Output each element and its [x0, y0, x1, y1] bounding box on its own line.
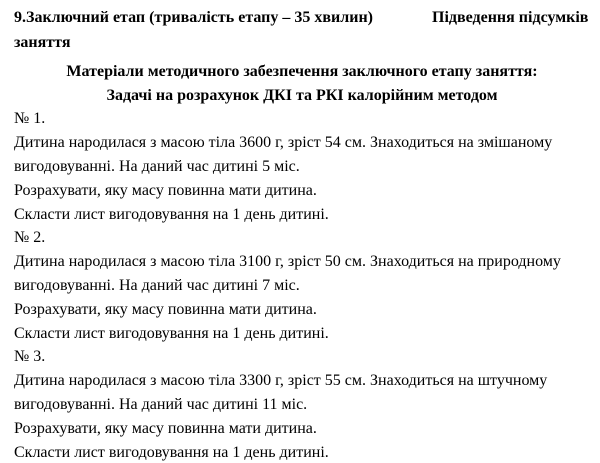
section-heading-continuation: заняття [14, 34, 71, 51]
task-text-line: Дитина народилася з масою тіла 3300 г, зріст 55 см. Знаходиться на штучному [14, 372, 548, 389]
task-number: № 1. [14, 110, 46, 127]
section-heading-line [14, 8, 589, 28]
task-text-line: вигодовуванні. На даний час дитині 7 міс. [14, 277, 300, 294]
task-text-line: Скласти лист вигодовування на 1 день дитині. [14, 325, 329, 342]
task-text-line: вигодовуванні. На даний час дитині 5 міс. [14, 158, 300, 175]
task-text-line: Розрахувати, яку масу повинна мати дитина. [14, 420, 317, 437]
task-text-line: Дитина народилася з масою тіла 3100 г, зріст 50 см. Знаходиться на природному [14, 253, 561, 270]
task-text-line: Дитина народилася з масою тіла 3600 г, зріст 54 см. Знаходиться на змішаному [14, 134, 553, 151]
task-text-line: Розрахувати, яку масу повинна мати дитина. [14, 182, 317, 199]
section-heading-left: 9.Заключний етап (тривалість етапу – 35 хвилин) [14, 9, 373, 26]
task-number: № 3. [14, 348, 46, 365]
task-number: № 2. [14, 229, 46, 246]
task-text-line: Скласти лист вигодовування на 1 день дитині. [14, 444, 329, 461]
materials-subtitle: Задачі на розрахунок ДКІ та РКІ калорійним методом [106, 87, 498, 104]
task-text-line: Розрахувати, яку масу повинна мати дитина. [14, 301, 317, 318]
section-heading-right: Підведення підсумків [432, 9, 589, 26]
task-text-line: вигодовуванні. На даний час дитині 11 міс. [14, 396, 308, 413]
task-text-line: Скласти лист вигодовування на 1 день дитині. [14, 206, 329, 223]
materials-title: Матеріали методичного забезпечення заключного етапу заняття: [66, 63, 538, 80]
